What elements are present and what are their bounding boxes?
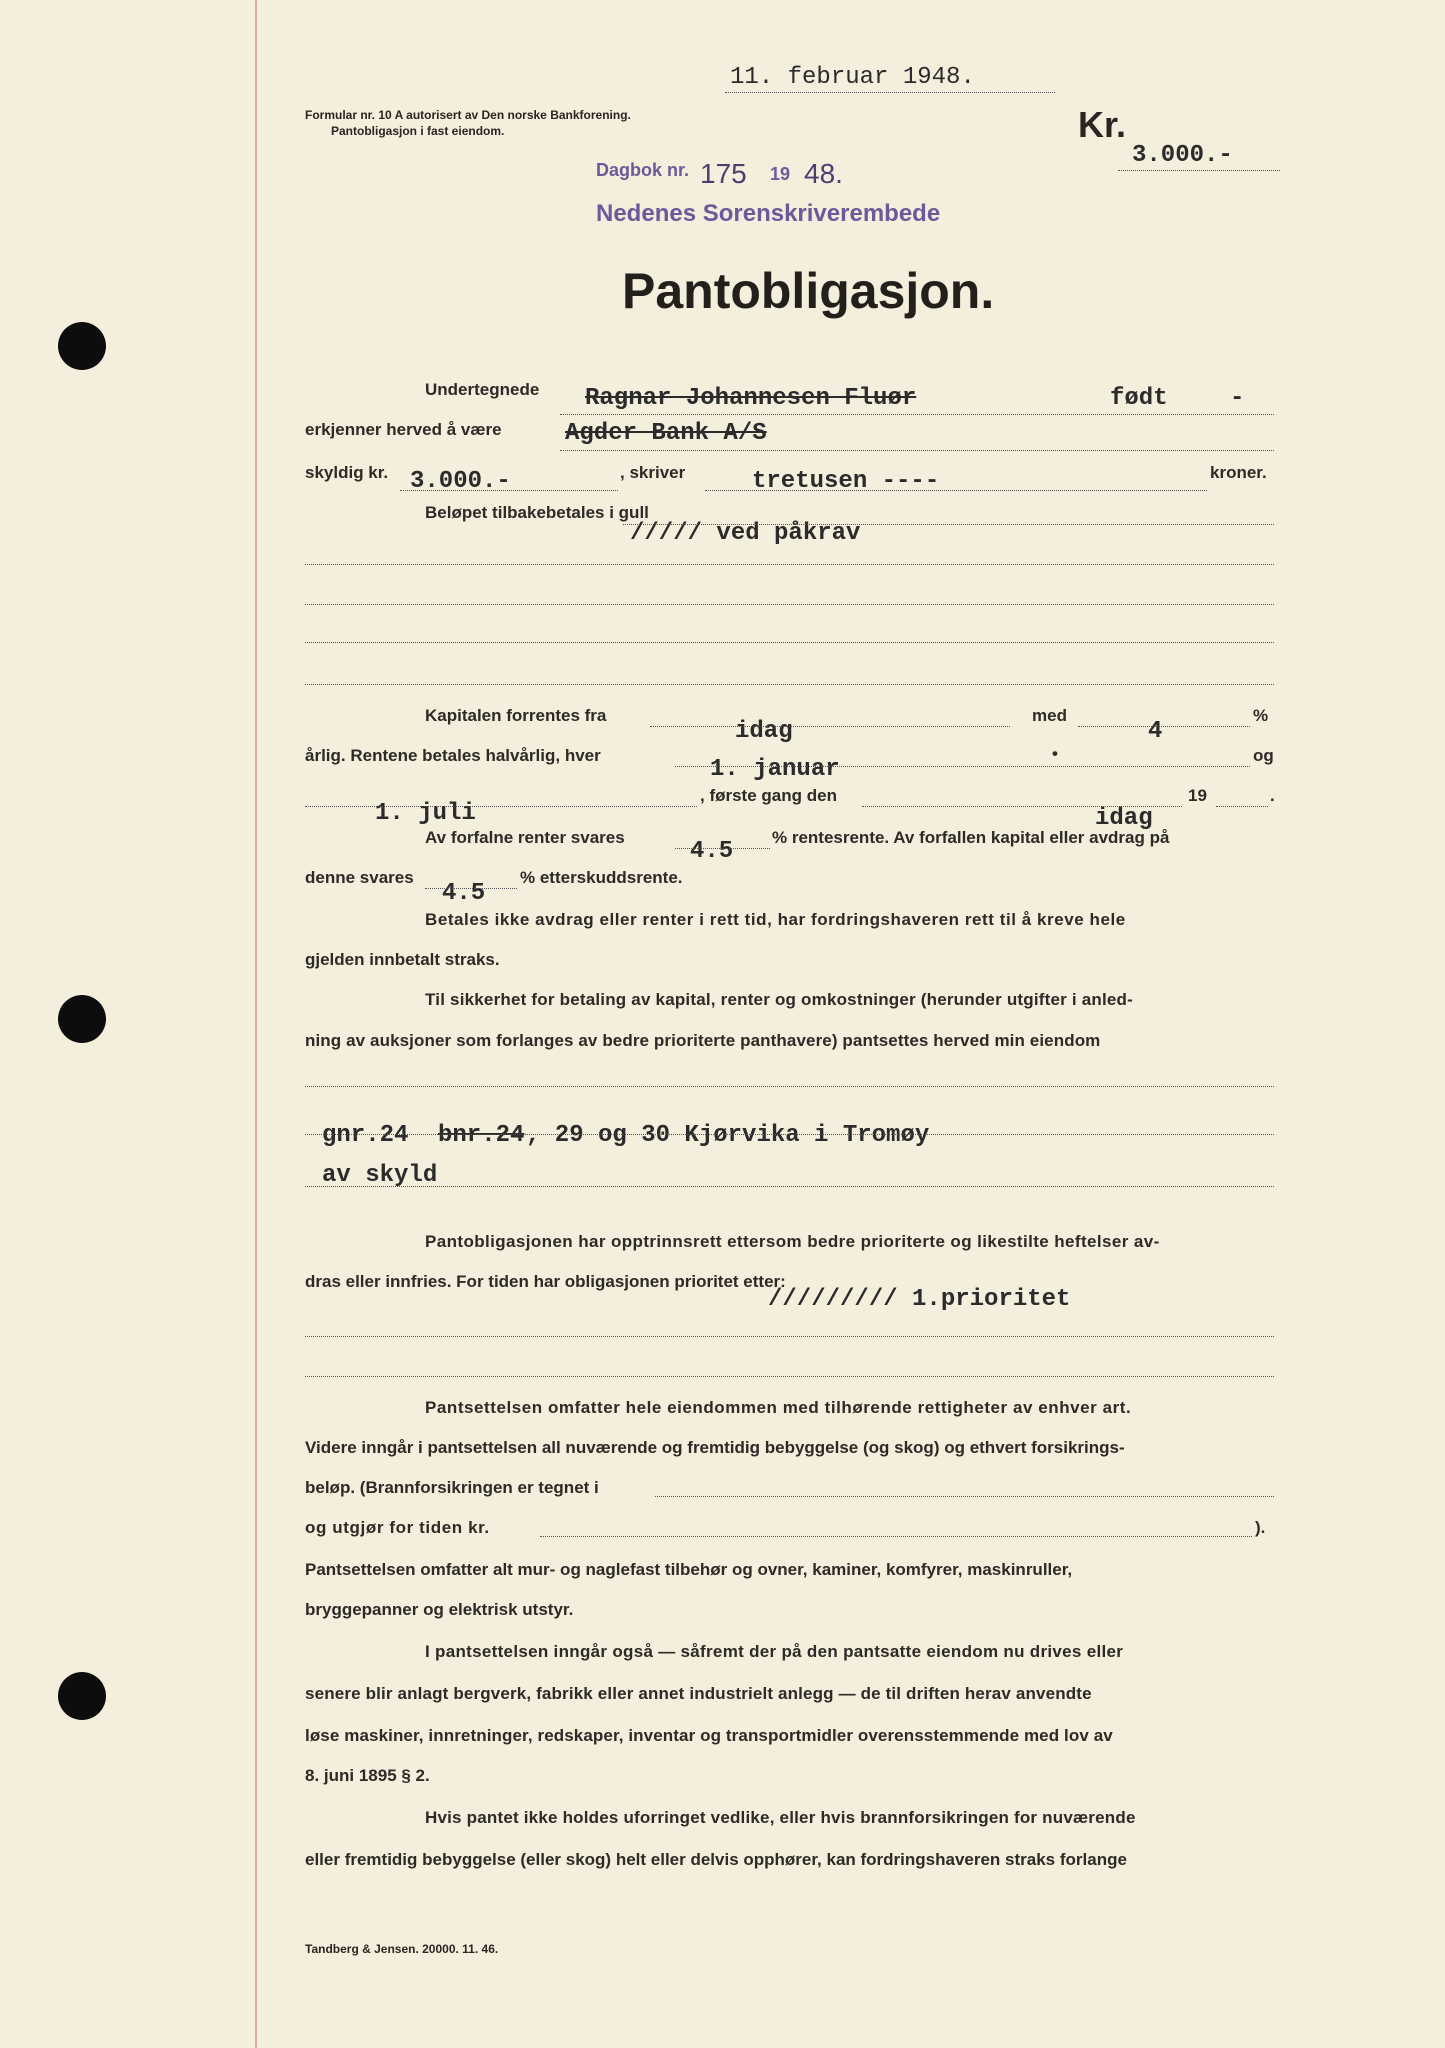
second-term: 1. juli [375, 800, 476, 827]
vedlike-line1: Hvis pantet ikke holdes uforringet vedlike, eller hvis brannforsikringen for nuværende [425, 1808, 1136, 1827]
industri-line1: I pantsettelsen inngår også — såfremt der på den pantsatte eiendom nu drives eller [425, 1642, 1124, 1661]
printer-imprint: Tandberg & Jensen. 20000. 11. 46. [305, 1942, 499, 1956]
blank-line [305, 642, 1274, 643]
brannforsikring-line [655, 1496, 1274, 1497]
fodt-text: født [1110, 385, 1168, 412]
interest-on-interest: 4.5 [690, 838, 734, 865]
kapitalen-line [650, 726, 1010, 727]
etterskudd-label: % etterskuddsrente. [520, 868, 683, 887]
page-title: Pantobligasjon. [622, 263, 995, 319]
percent-sign: % [1253, 706, 1269, 725]
skyld-line [305, 1186, 1274, 1187]
first-time: idag [1095, 805, 1153, 832]
denne-label: denne svares [305, 868, 414, 887]
erkjenner-label: erkjenner herved å være [305, 420, 502, 439]
med-label: med [1032, 706, 1067, 725]
prioritet-line1: Pantobligasjonen har opptrinnsrett ettersom bedre prioriterte og likestilte heftelser av- [425, 1232, 1160, 1251]
skriver-label: , skriver [620, 463, 686, 482]
dagbok-number: 175 [700, 158, 747, 189]
skyldig-label: skyldig kr. [305, 463, 389, 482]
dagbok-19: 19 [770, 164, 791, 184]
sikkerhet-line2: ning av auksjoner som forlanges av bedre prioriterte panthavere) pantsettes herved min eiendom [305, 1031, 1101, 1050]
property-gnr: gnr.24 [322, 1122, 409, 1149]
amount-words-line [705, 490, 1207, 491]
dagbok-label: Dagbok nr. [596, 160, 690, 180]
tilbehor-line2: bryggepanner og elektrisk utstyr. [305, 1600, 574, 1619]
punch-hole [58, 1672, 106, 1720]
betales-line2: gjelden innbetalt straks. [305, 950, 500, 969]
blank-line [305, 564, 1274, 565]
penalty-rate: 4.5 [442, 880, 486, 907]
court-stamp: Nedenes Sorenskriverembede [596, 200, 941, 227]
dagbok-year: 48. [804, 158, 843, 189]
rentesrente-line [675, 848, 770, 849]
punch-hole [58, 995, 106, 1043]
rentesrente-label: % rentesrente. Av forfallen kapital eller avdrag på [772, 828, 1170, 847]
og-label: og [1253, 746, 1274, 765]
kroner-label: kroner. [1210, 463, 1267, 482]
term-line [675, 766, 1250, 767]
amount-line [400, 490, 618, 491]
betales-line1: Betales ikke avdrag eller renter i rett tid, har fordringshaveren rett til å kreve hele [425, 910, 1126, 929]
interest-rate: 4 [1148, 718, 1163, 745]
margin-rule [255, 0, 257, 2048]
document-date: 11. februar 1948. [730, 64, 975, 91]
form-note-line2: Pantobligasjon i fast eiendom. [331, 124, 505, 138]
line-end: . [1270, 786, 1275, 805]
priority-value: ///////// 1.prioritet [768, 1286, 1071, 1313]
interest-from: idag [735, 718, 793, 745]
kr-amount: 3.000.- [1132, 142, 1233, 169]
blank-line [305, 684, 1274, 685]
undertegnede-label: Undertegnede [425, 380, 540, 399]
forfalne-label: Av forfalne renter svares [425, 828, 625, 847]
amount-words: tretusen ---- [752, 468, 940, 495]
repayment-terms: ///// ved påkrav [630, 520, 861, 547]
priority-blank-line [305, 1376, 1274, 1377]
omfatter-line2: Videre inngår i pantsettelsen all nuværende og fremtidig bebyggelse (og skog) og ethvert forsikrings- [305, 1438, 1125, 1457]
priority-line [305, 1336, 1274, 1337]
first-time-line [862, 806, 1182, 807]
undertegnede-line [560, 414, 1274, 415]
property-blank-line [305, 1086, 1274, 1087]
property-line [305, 1134, 1274, 1135]
omfatter-line4-end: ). [1255, 1518, 1266, 1537]
debtor-name: Ragnar Johannesen Fluør [585, 385, 917, 412]
omfatter-line3: beløp. (Brannforsikringen er tegnet i [305, 1478, 599, 1497]
utgjor-line [540, 1536, 1252, 1537]
etterskudd-line [425, 888, 517, 889]
industri-line3: løse maskiner, innretninger, redskaper, inventar og transportmidler overensstemmende med lov av [305, 1726, 1113, 1745]
rate-line [1078, 726, 1250, 727]
amount-figures: 3.000.- [410, 468, 511, 495]
sikkerhet-line1: Til sikkerhet for betaling av kapital, renter og omkostninger (herunder utgifter i anled- [425, 990, 1134, 1009]
prioritet-line2: dras eller innfries. For tiden har obligasjonen prioritet etter: [305, 1272, 786, 1291]
omfatter-line4: og utgjør for tiden kr. [305, 1518, 490, 1537]
omfatter-line1: Pantsettelsen omfatter hele eiendommen med tilhørende rettigheter av enhver art. [425, 1398, 1132, 1417]
property-description: , 29 og 30 Kjørvika i Tromøy [526, 1122, 930, 1149]
property-skyld: av skyld [322, 1162, 438, 1189]
arlig-label: årlig. Rentene betales halvårlig, hver [305, 746, 601, 765]
date-underline [725, 92, 1055, 93]
tilbehor-line1: Pantsettelsen omfatter alt mur- og naglefast tilbehør og ovner, kaminer, komfyrer, maskinruller, [305, 1560, 1073, 1579]
creditor-name: Agder Bank A/S [565, 420, 767, 447]
dot-mark: • [1052, 744, 1058, 763]
year-line [1216, 806, 1268, 807]
kr-label: Kr. [1078, 104, 1127, 145]
forste-gang-label: , første gang den [700, 786, 837, 805]
kapitalen-label: Kapitalen forrentes fra [425, 706, 607, 725]
punch-hole [58, 322, 106, 370]
form-note-line1: Formular nr. 10 A autorisert av Den norske Bankforening. [305, 108, 631, 122]
industri-line2: senere blir anlagt bergverk, fabrikk eller annet industrielt anlegg — de til driften herav anvendte [305, 1684, 1092, 1703]
industri-line4: 8. juni 1895 § 2. [305, 1766, 430, 1785]
blank-line [305, 604, 1274, 605]
belopet-label: Beløpet tilbakebetales i gull [425, 503, 649, 522]
year-prefix: 19 [1188, 786, 1207, 805]
property-struck: bnr.24 [438, 1122, 525, 1149]
second-term-line [305, 806, 697, 807]
kr-amount-line [1118, 170, 1280, 171]
fodt-dash: - [1230, 385, 1245, 412]
first-term: 1. januar [710, 756, 840, 783]
erkjenner-line [560, 450, 1274, 451]
belopet-line [623, 524, 1274, 525]
vedlike-line2: eller fremtidig bebyggelse (eller skog) helt eller delvis opphører, kan fordringshaveren straks forlange [305, 1850, 1127, 1869]
